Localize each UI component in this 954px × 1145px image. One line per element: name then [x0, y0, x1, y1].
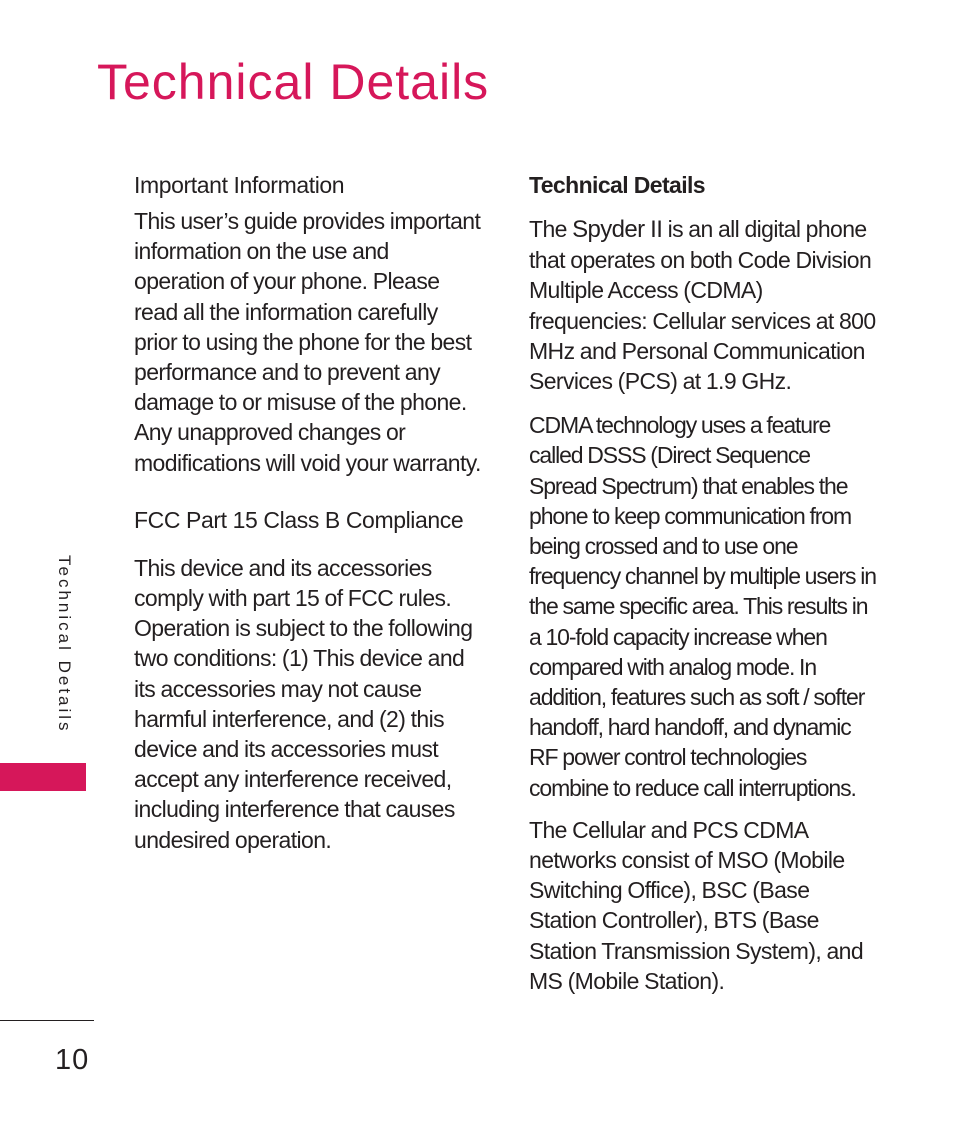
intro-suffix: is an all digital phone that operates on both Code Division Multiple Access (CDMA) frequencies: Cellular services at 800 MHz and Personal Communication Services (PCS) at 1.9 GHz. — [529, 216, 876, 395]
cdma-paragraph: CDMA technology uses a feature called DSSS (Direct Sequence Spread Spectrum) that enables the phone to keep communication from being crossed and to use one frequency channel by multiple users in the same specific area. This results in a 10-fold capacity increase when compared with analog mode. In addition, features such as soft / softer handoff, hard handoff, and dynamic RF power control technologies combine to reduce call interruptions. — [529, 412, 876, 801]
important-info-body: This user’s guide provides important information on the use and operation of your phone. Please read all the information carefully prior to using the phone for the best performance and to prevent any damage to or misuse of the phone. Any unapproved changes or modifications will void your warranty. — [134, 208, 481, 476]
side-tab-marker — [0, 763, 86, 791]
side-tab-label: Technical Details — [55, 555, 74, 734]
intro-prefix: The — [529, 216, 573, 242]
networks-paragraph: The Cellular and PCS CDMA networks consist of MSO (Mobile Switching Office), BSC (Base Station Controller), BTS (Base Station Transmission System), and MS (Mobile Station). — [529, 816, 864, 994]
right-column — [529, 168, 879, 996]
footer-divider — [0, 1020, 94, 1021]
product-name: Spyder II — [572, 216, 663, 243]
fcc-body: This device and its accessories comply with part 15 of FCC rules. Operation is subject to the following two conditions: (1) This device and its accessories may not cause harmful interference, and (2) this device and its accessories must accept any interference received, including interference that causes undesired operation. — [134, 554, 473, 853]
important-info-heading: Important Information — [134, 172, 345, 198]
left-column — [134, 168, 484, 855]
page-title: Technical Details — [97, 54, 490, 110]
fcc-heading: FCC Part 15 Class B Compliance — [134, 506, 464, 533]
technical-intro-paragraph — [529, 214, 879, 396]
page-number: 10 — [55, 1044, 90, 1076]
technical-details-heading: Technical Details — [529, 172, 706, 198]
